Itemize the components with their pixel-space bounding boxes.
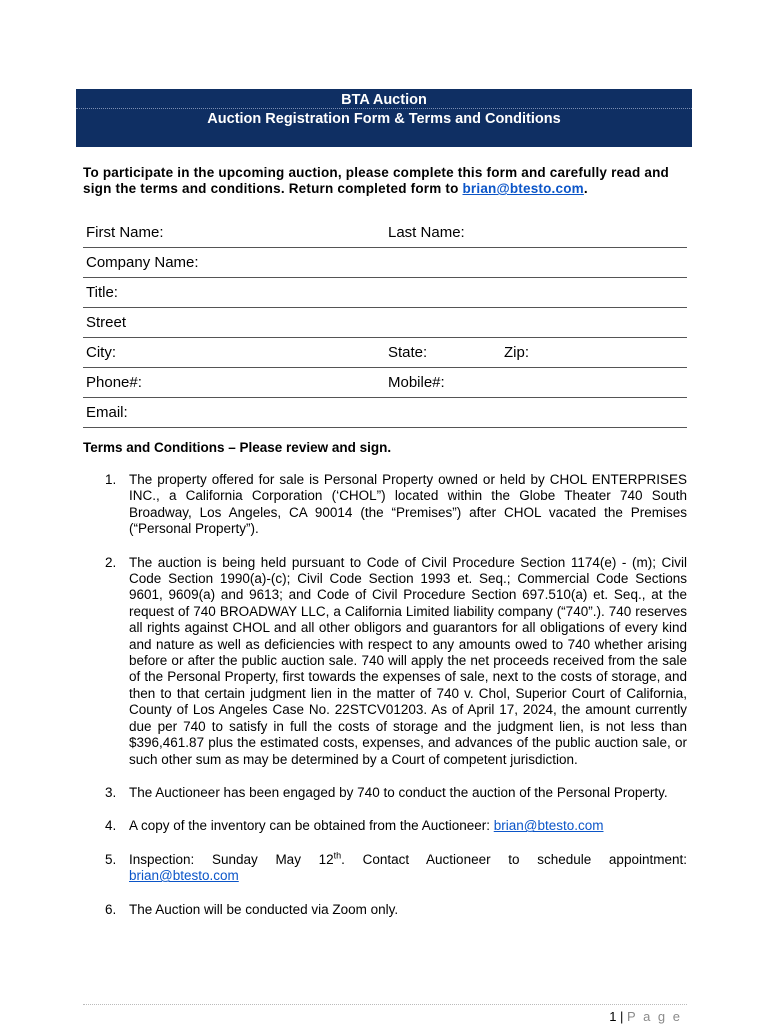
- city-field[interactable]: City:: [86, 344, 116, 361]
- zip-field[interactable]: Zip:: [504, 344, 530, 361]
- street-field[interactable]: Street: [86, 314, 127, 331]
- list-item: [83, 472, 687, 538]
- list-item-text: The Auctioneer has been engaged by 740 to conduct the auction of the Personal Property.: [129, 784, 668, 800]
- mobile-field[interactable]: Mobile#:: [388, 374, 445, 391]
- form-row-title: [83, 278, 687, 308]
- page-footer: [609, 1009, 682, 1024]
- footer-separator: |: [616, 1009, 628, 1024]
- list-item-text: Inspection: Sunday May 12: [129, 851, 334, 867]
- list-item-number: 3.: [105, 784, 117, 800]
- list-item-number: 2.: [105, 554, 117, 570]
- intro-email-link[interactable]: brian@btesto.com: [462, 181, 584, 196]
- form-row-address: [83, 338, 687, 368]
- list-item-text: A copy of the inventory can be obtained from the Auctioneer:: [129, 818, 494, 834]
- company-name-field[interactable]: Company Name:: [86, 254, 199, 271]
- list-item: [83, 902, 687, 918]
- footer-divider: [83, 1004, 687, 1005]
- document-header: [76, 89, 692, 147]
- inspection-email-link[interactable]: brian@btesto.com: [129, 868, 239, 884]
- list-item-text: The auction is being held pursuant to Code of Civil Procedure Section 1174(e) - (m); Civil Code Section 1990(a)-(c); Civil Code Section 1993 et. Seq.; Commercial Code Sections 9601, 9609(a) and 9613; and Code of Civil Procedure Section 697.510(a) et. Seq., at the request of 740 BROADWAY LLC, a California Limited liability company (“740”.). 740 reserves all rights against CHOL and all other obligors and guarantors for all obligations of every kind and nature as well as deficiencies with respect to any amounts owed to 740 whether arising before or after the public auction sale. 740 will apply the net proceeds received from the sale of the Personal Property, first towards the expenses of sale, next to the costs of storage, and then to that certain judgment lien in the matter of 740 v. Chol, Superior Court of California, County of Los Angeles Case No. 22STCV01203. As of April 17, 2024, the amount currently due per 740 to satisfy in full the costs of storage and the judgment lien, is not less than $396,461.87 plus the estimated costs, expenses, and advances of the public auction sale, or such other sum as may be determined by a Court of competent jurisdiction.: [129, 554, 687, 767]
- last-name-field[interactable]: Last Name:: [388, 224, 465, 241]
- list-item-number: 1.: [105, 472, 117, 487]
- list-item-text-cont: . Contact Auctioneer to schedule appointment:: [341, 851, 687, 867]
- terms-heading: Terms and Conditions – Please review and sign.: [83, 440, 392, 455]
- email-field[interactable]: Email:: [86, 404, 128, 421]
- header-title: BTA Auction: [341, 92, 427, 108]
- form-row-email: [83, 398, 687, 428]
- title-field[interactable]: Title:: [86, 284, 118, 301]
- form-row-street: [83, 308, 687, 338]
- list-item-text: The Auction will be conducted via Zoom only.: [129, 901, 399, 917]
- list-item: [83, 785, 687, 801]
- state-field[interactable]: State:: [388, 344, 428, 361]
- header-divider: [76, 108, 692, 109]
- list-item-number: 5.: [105, 851, 117, 867]
- page-number: 1: [609, 1009, 617, 1024]
- phone-field[interactable]: Phone#:: [86, 374, 142, 391]
- first-name-field[interactable]: First Name:: [86, 224, 164, 241]
- header-subtitle: Auction Registration Form & Terms and Conditions: [207, 111, 561, 127]
- form-row-phone: [83, 368, 687, 398]
- intro-end: .: [583, 181, 588, 196]
- intro-paragraph: [83, 165, 687, 197]
- list-item-number: 4.: [105, 818, 117, 834]
- list-item-text: The property offered for sale is Personal Property owned or held by CHOL ENTERPRISES INC., a California Corporation (‘CHOL”) located within the Globe Theater 740 South Broadway, Los Angeles, CA 90014 (the “Premises”) after CHOL vacated the Premises (“Personal Property”).: [129, 472, 687, 537]
- form-row-company: [83, 248, 687, 278]
- terms-list: [83, 472, 687, 935]
- intro-text: To participate in the upcoming auction, please complete this form and carefully read and sign the terms and conditions. Return completed form to: [83, 165, 669, 196]
- list-item-number: 6.: [105, 901, 117, 917]
- list-item: [83, 555, 687, 768]
- page-word: P a g e: [627, 1009, 682, 1024]
- ordinal-suffix: th: [333, 850, 342, 861]
- list-item: [83, 852, 687, 885]
- auctioneer-email-link[interactable]: brian@btesto.com: [493, 818, 604, 834]
- form-row-name: [83, 218, 687, 248]
- list-item: [83, 818, 687, 834]
- registration-form: [83, 218, 687, 428]
